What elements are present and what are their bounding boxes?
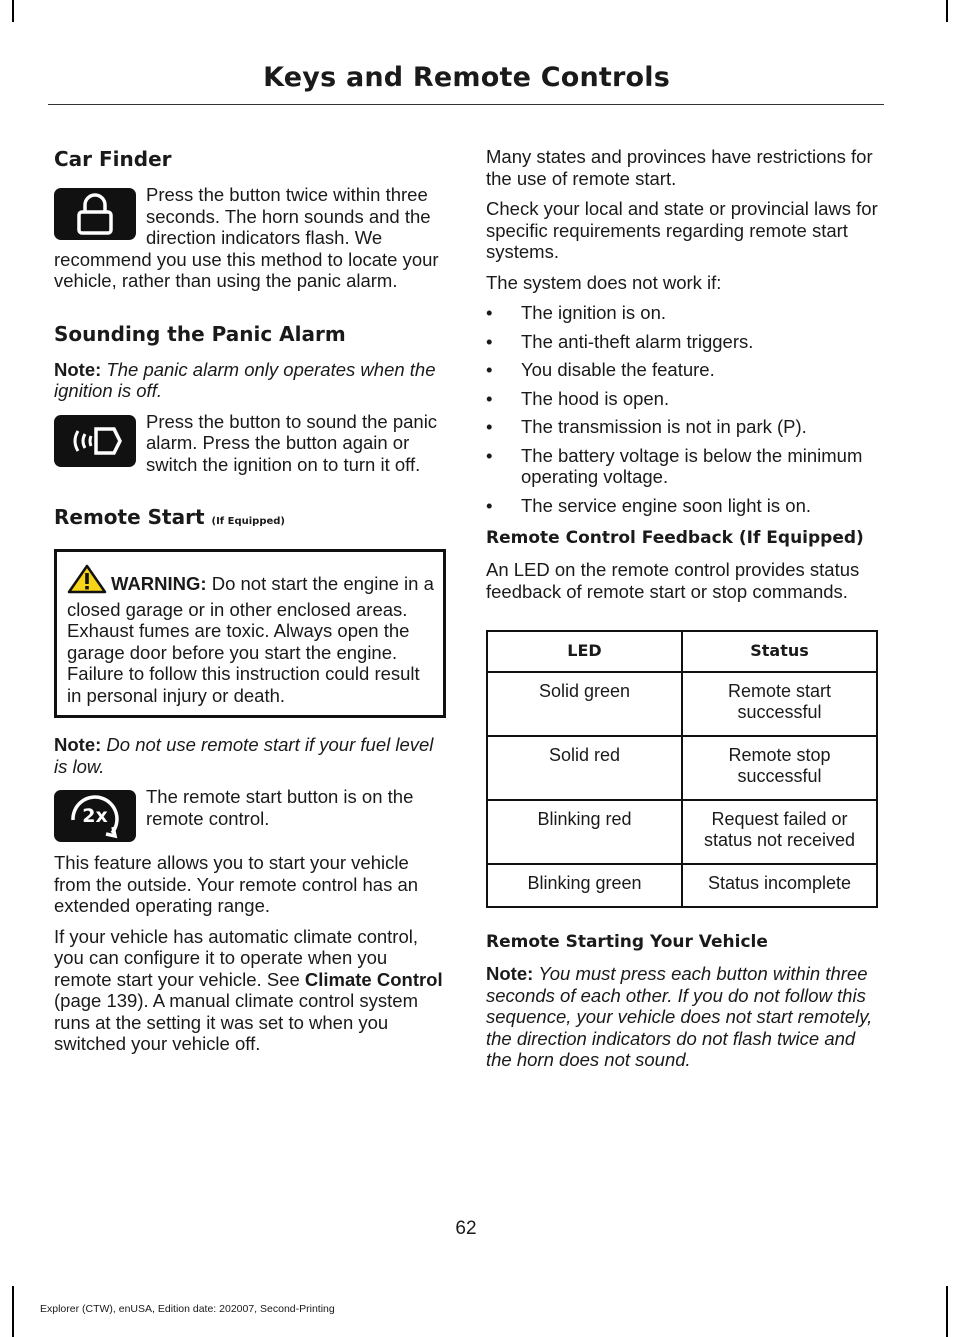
crop-mark: [946, 0, 948, 22]
remote-start-heading: [54, 504, 446, 535]
header-rule: [48, 104, 884, 105]
list-item: • The transmission is not in park (P).: [486, 416, 878, 438]
list-item: • The service engine soon light is on.: [486, 495, 878, 517]
fuel-note: [54, 734, 446, 777]
list-item: • The hood is open.: [486, 388, 878, 410]
crop-mark: [12, 1286, 14, 1337]
panic-text: Press the button to sound the panic alarm. Press the button again or switch the ignition on to turn it off.: [146, 410, 438, 475]
table-row: [487, 672, 877, 736]
table-row: [487, 864, 877, 907]
lock-button-icon: [54, 188, 136, 240]
warning-label: WARNING:: [111, 573, 207, 594]
remote-starting-heading: Remote Starting Your Vehicle: [486, 932, 768, 952]
list-item: • The ignition is on.: [486, 302, 878, 324]
laws-text: Check your local and state or provincial laws for specific requirements regarding remote start systems.: [486, 198, 878, 262]
status-cell: Remote start successful: [682, 672, 877, 736]
warning-text: Do not start the engine in a closed garage or in other enclosed areas. Exhaust fumes are toxic. Always open the garage door before you start the engine. Failure to follow this instruction could result in personal injury or death.: [67, 573, 434, 706]
panic-note: [54, 359, 446, 402]
note-text: The panic alarm only operates when the ignition is off.: [54, 358, 436, 401]
left-column: [54, 146, 446, 1064]
right-column: [486, 146, 878, 1080]
crop-mark: [946, 1286, 948, 1337]
status-cell: Request failed or status not received: [682, 800, 877, 864]
car-finder-heading: Car Finder: [54, 147, 172, 171]
note-text: You must press each button within three seconds of each other. If you do not follow this sequence, your vehicle does not start remotely, the direction indicators do not flash twice and the horn does not sound.: [486, 963, 873, 1070]
panic-horn-icon: [54, 415, 136, 467]
restrictions-text: Many states and provinces have restrictions for the use of remote start.: [486, 146, 873, 189]
remote-starting-note: [486, 963, 878, 1071]
climate-control-link[interactable]: Climate Control: [304, 968, 443, 990]
list-item: • The battery voltage is below the minimum operating voltage.: [486, 445, 878, 488]
led-cell: Blinking red: [487, 800, 682, 864]
table-row: [487, 736, 877, 800]
table-header-row: [487, 631, 877, 672]
warning-triangle-icon: [67, 564, 107, 599]
remote-start-icon-label: 2x: [82, 805, 108, 827]
conditions-list: [486, 302, 878, 516]
remote-start-p1: This feature allows you to start your vehicle from the outside. Your remote control has an extended operating range.: [54, 852, 419, 916]
feedback-heading: Remote Control Feedback (If Equipped): [486, 528, 864, 548]
remote-start-p2-start: If your vehicle has automatic climate control, you can configure it to operate when you remote start your vehicle. See: [54, 925, 418, 990]
if-equipped-tag: (If Equipped): [211, 516, 285, 527]
car-finder-text: Press the button twice within three seconds. The horn sounds and the direction indicators flash. We recommend you use this method to locate your vehicle, rather than using the panic alarm.: [54, 184, 439, 291]
led-status-table: [486, 630, 878, 908]
column-header-status: Status: [682, 631, 877, 672]
note-label: Note:: [486, 963, 534, 984]
note-text: Do not use remote start if your fuel level is low.: [54, 734, 434, 777]
panic-alarm-heading: Sounding the Panic Alarm: [54, 321, 346, 346]
feedback-text: An LED on the remote control provides status feedback of remote start or stop commands.: [486, 559, 860, 602]
table-row: [487, 800, 877, 864]
status-cell: Remote stop successful: [682, 736, 877, 800]
note-label: Note:: [54, 358, 102, 380]
remote-start-button-text: The remote start button is on the remote control.: [146, 786, 414, 829]
warning-box: [54, 549, 446, 718]
led-cell: Solid red: [487, 736, 682, 800]
remote-start-icon: [54, 790, 136, 842]
crop-mark: [12, 0, 14, 22]
led-cell: Blinking green: [487, 864, 682, 907]
status-cell: Status incomplete: [682, 864, 877, 907]
list-item: • The anti-theft alarm triggers.: [486, 331, 878, 353]
list-item: • You disable the feature.: [486, 359, 878, 381]
led-cell: Solid green: [487, 672, 682, 736]
edition-footer: Explorer (CTW), enUSA, Edition date: 202007, Second-Printing: [40, 1303, 335, 1315]
note-label: Note:: [54, 734, 102, 755]
column-header-led: LED: [487, 631, 682, 672]
system-not-work-text: The system does not work if:: [486, 271, 722, 293]
remote-start-p2-end: (page 139). A manual climate control system runs at the setting it was set to when you switched your vehicle off.: [54, 990, 419, 1054]
remote-start-heading-text: Remote Start: [54, 505, 205, 529]
remote-start-p2: [54, 926, 446, 1055]
page-header-title: Keys and Remote Controls: [263, 62, 670, 93]
page-number: 62: [455, 1218, 477, 1239]
